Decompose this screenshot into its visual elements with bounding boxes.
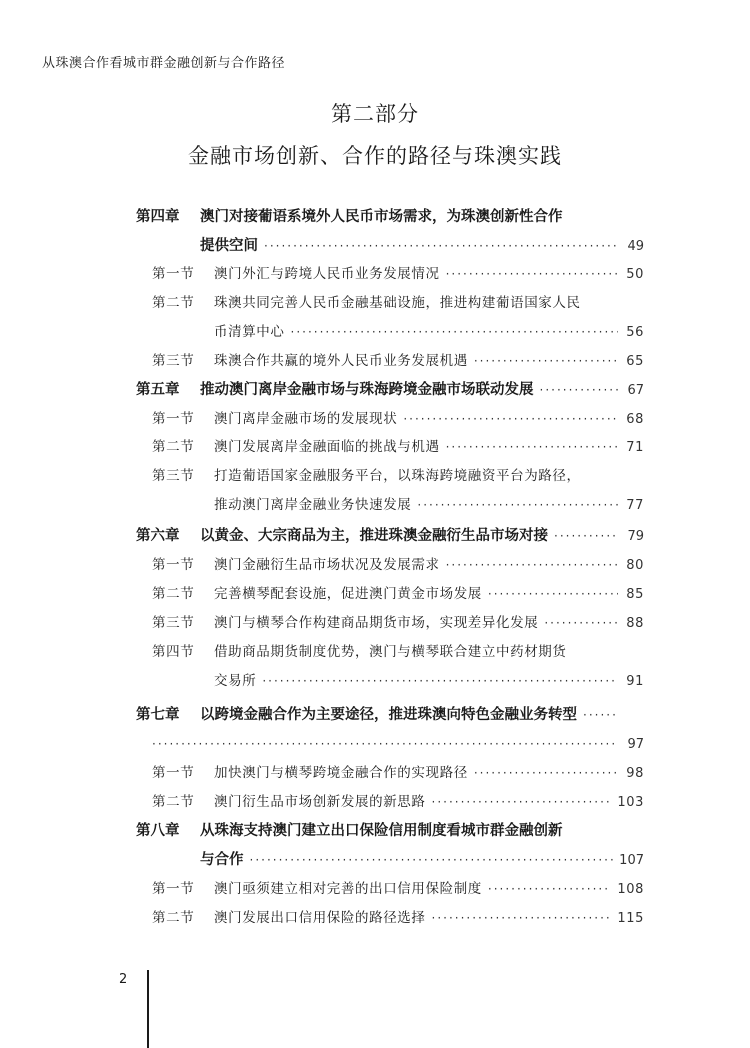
toc-entry[interactable] bbox=[136, 378, 644, 402]
section-label: 第一节 bbox=[152, 881, 195, 897]
page-ref: 67 bbox=[627, 383, 644, 398]
page-ref: 108 bbox=[617, 882, 644, 897]
entry-title: 币清算中心 bbox=[214, 324, 285, 340]
page-ref: 68 bbox=[626, 412, 644, 427]
leader-dots bbox=[554, 524, 618, 548]
page-ref: 103 bbox=[617, 795, 644, 810]
entry-title: 从珠海支持澳门建立出口保险信用制度看城市群金融创新 bbox=[200, 823, 563, 839]
entry-title: 以黄金、大宗商品为主，推进珠澳金融衍生品市场对接 bbox=[200, 528, 548, 544]
page-ref: 98 bbox=[626, 766, 644, 781]
toc-entry[interactable] bbox=[152, 582, 644, 606]
entry-title: 推动澳门离岸金融业务快速发展 bbox=[214, 497, 412, 513]
leader-dots bbox=[446, 435, 618, 459]
entry-title: 澳门与横琴合作构建商品期货市场，实现差异化发展 bbox=[214, 615, 539, 631]
page-ref: 91 bbox=[626, 674, 644, 689]
page-ref: 71 bbox=[626, 440, 644, 455]
toc-entry[interactable] bbox=[214, 320, 644, 344]
chapter-label: 第六章 bbox=[136, 528, 180, 544]
toc-entry[interactable] bbox=[136, 205, 644, 229]
leader-dots bbox=[488, 582, 618, 606]
page-number: 2 bbox=[119, 972, 128, 987]
entry-title: 提供空间 bbox=[200, 238, 258, 254]
section-label: 第二节 bbox=[152, 439, 195, 455]
toc-entry[interactable] bbox=[152, 906, 644, 930]
toc-entry[interactable] bbox=[136, 703, 644, 727]
leader-dots bbox=[583, 703, 617, 727]
leader-dots bbox=[291, 320, 619, 344]
toc-entry[interactable] bbox=[152, 790, 644, 814]
section-label: 第三节 bbox=[152, 615, 195, 631]
section-label: 第三节 bbox=[152, 353, 195, 369]
entry-title: 澳门衍生品市场创新发展的新思路 bbox=[214, 794, 426, 810]
page-ref: 65 bbox=[626, 354, 644, 369]
toc-entry[interactable] bbox=[152, 349, 644, 373]
toc-entry[interactable] bbox=[152, 640, 644, 664]
toc-entry[interactable] bbox=[146, 732, 644, 756]
toc-entry[interactable] bbox=[152, 407, 644, 431]
leader-dots bbox=[432, 906, 612, 930]
section-label: 第一节 bbox=[152, 411, 195, 427]
entry-title: 澳门离岸金融市场的发展现状 bbox=[214, 411, 398, 427]
leader-dots bbox=[474, 761, 618, 785]
entry-title: 加快澳门与横琴跨境金融合作的实现路径 bbox=[214, 765, 468, 781]
entry-title: 借助商品期货制度优势，澳门与横琴联合建立中药材期货 bbox=[214, 644, 567, 660]
leader-dots bbox=[403, 407, 618, 431]
page-ref: 50 bbox=[626, 267, 644, 282]
leader-dots bbox=[446, 262, 618, 286]
section-label: 第二节 bbox=[152, 295, 195, 311]
chapter-label: 第四章 bbox=[136, 209, 180, 225]
entry-title: 完善横琴配套设施，促进澳门黄金市场发展 bbox=[214, 586, 482, 602]
leader-dots bbox=[474, 349, 618, 373]
entry-title: 澳门对接葡语系境外人民币市场需求，为珠澳创新性合作 bbox=[200, 209, 563, 225]
chapter-label: 第七章 bbox=[136, 707, 180, 723]
page-ref: 107 bbox=[619, 853, 644, 868]
entry-title: 推动澳门离岸金融市场与珠海跨境金融市场联动发展 bbox=[200, 382, 534, 398]
entry-title: 珠澳合作共赢的境外人民币业务发展机遇 bbox=[214, 353, 468, 369]
section-label: 第二节 bbox=[152, 910, 195, 926]
page-ref: 115 bbox=[617, 911, 644, 926]
toc-entry[interactable] bbox=[152, 611, 644, 635]
toc-entry[interactable] bbox=[152, 553, 644, 577]
entry-title: 交易所 bbox=[214, 673, 257, 689]
toc-entry[interactable] bbox=[200, 234, 644, 258]
toc-entry[interactable] bbox=[152, 435, 644, 459]
leader-dots bbox=[488, 877, 611, 901]
leader-dots bbox=[446, 553, 618, 577]
entry-title: 澳门发展出口信用保险的路径选择 bbox=[214, 910, 426, 926]
toc-entry[interactable] bbox=[214, 493, 644, 517]
leader-dots bbox=[152, 732, 618, 756]
page-ref: 97 bbox=[627, 737, 644, 752]
toc-entry[interactable] bbox=[136, 819, 644, 843]
leader-dots bbox=[432, 790, 612, 814]
section-label: 第四节 bbox=[152, 644, 195, 660]
toc-entry[interactable] bbox=[136, 524, 644, 548]
page-ref: 80 bbox=[626, 558, 644, 573]
toc-entry[interactable] bbox=[152, 877, 644, 901]
page-ref: 88 bbox=[626, 616, 644, 631]
section-label: 第一节 bbox=[152, 557, 195, 573]
entry-title: 澳门亟须建立相对完善的出口信用保险制度 bbox=[214, 881, 482, 897]
chapter-label: 第八章 bbox=[136, 823, 180, 839]
entry-title: 珠澳共同完善人民币金融基础设施，推进构建葡语国家人民 bbox=[214, 295, 581, 311]
leader-dots bbox=[262, 669, 618, 693]
page-ref: 56 bbox=[626, 325, 644, 340]
section-label: 第一节 bbox=[152, 266, 195, 282]
entry-title: 澳门外汇与跨境人民币业务发展情况 bbox=[214, 266, 440, 282]
toc-entry[interactable] bbox=[152, 291, 644, 315]
entry-title: 澳门发展离岸金融面临的挑战与机遇 bbox=[214, 439, 440, 455]
page-ref: 85 bbox=[626, 587, 644, 602]
toc-entry[interactable] bbox=[152, 761, 644, 785]
toc-entry[interactable] bbox=[152, 262, 644, 286]
part-subtitle: 金融市场创新、合作的路径与珠澳实践 bbox=[188, 144, 562, 168]
toc-entry[interactable] bbox=[200, 848, 644, 872]
toc-entry[interactable] bbox=[214, 669, 644, 693]
leader-dots bbox=[264, 234, 618, 258]
page-ref: 79 bbox=[627, 529, 644, 544]
leader-dots bbox=[417, 493, 618, 517]
page-ref: 49 bbox=[627, 239, 644, 254]
margin-rule bbox=[147, 970, 149, 1048]
entry-title: 打造葡语国家金融服务平台，以珠海跨境融资平台为路径， bbox=[214, 468, 581, 484]
section-label: 第二节 bbox=[152, 794, 195, 810]
entry-title: 以跨境金融合作为主要途径，推进珠澳向特色金融业务转型 bbox=[200, 707, 577, 723]
entry-title: 澳门金融衍生品市场状况及发展需求 bbox=[214, 557, 440, 573]
leader-dots bbox=[540, 378, 619, 402]
section-label: 第一节 bbox=[152, 765, 195, 781]
leader-dots bbox=[250, 848, 614, 872]
entry-title: 与合作 bbox=[200, 852, 244, 868]
running-header: 从珠澳合作看城市群金融创新与合作路径 bbox=[42, 56, 286, 71]
toc-entry[interactable] bbox=[152, 464, 644, 488]
section-label: 第三节 bbox=[152, 468, 195, 484]
section-label: 第二节 bbox=[152, 586, 195, 602]
chapter-label: 第五章 bbox=[136, 382, 180, 398]
leader-dots bbox=[544, 611, 618, 635]
page-ref: 77 bbox=[626, 498, 644, 513]
part-title: 第二部分 bbox=[331, 102, 419, 126]
